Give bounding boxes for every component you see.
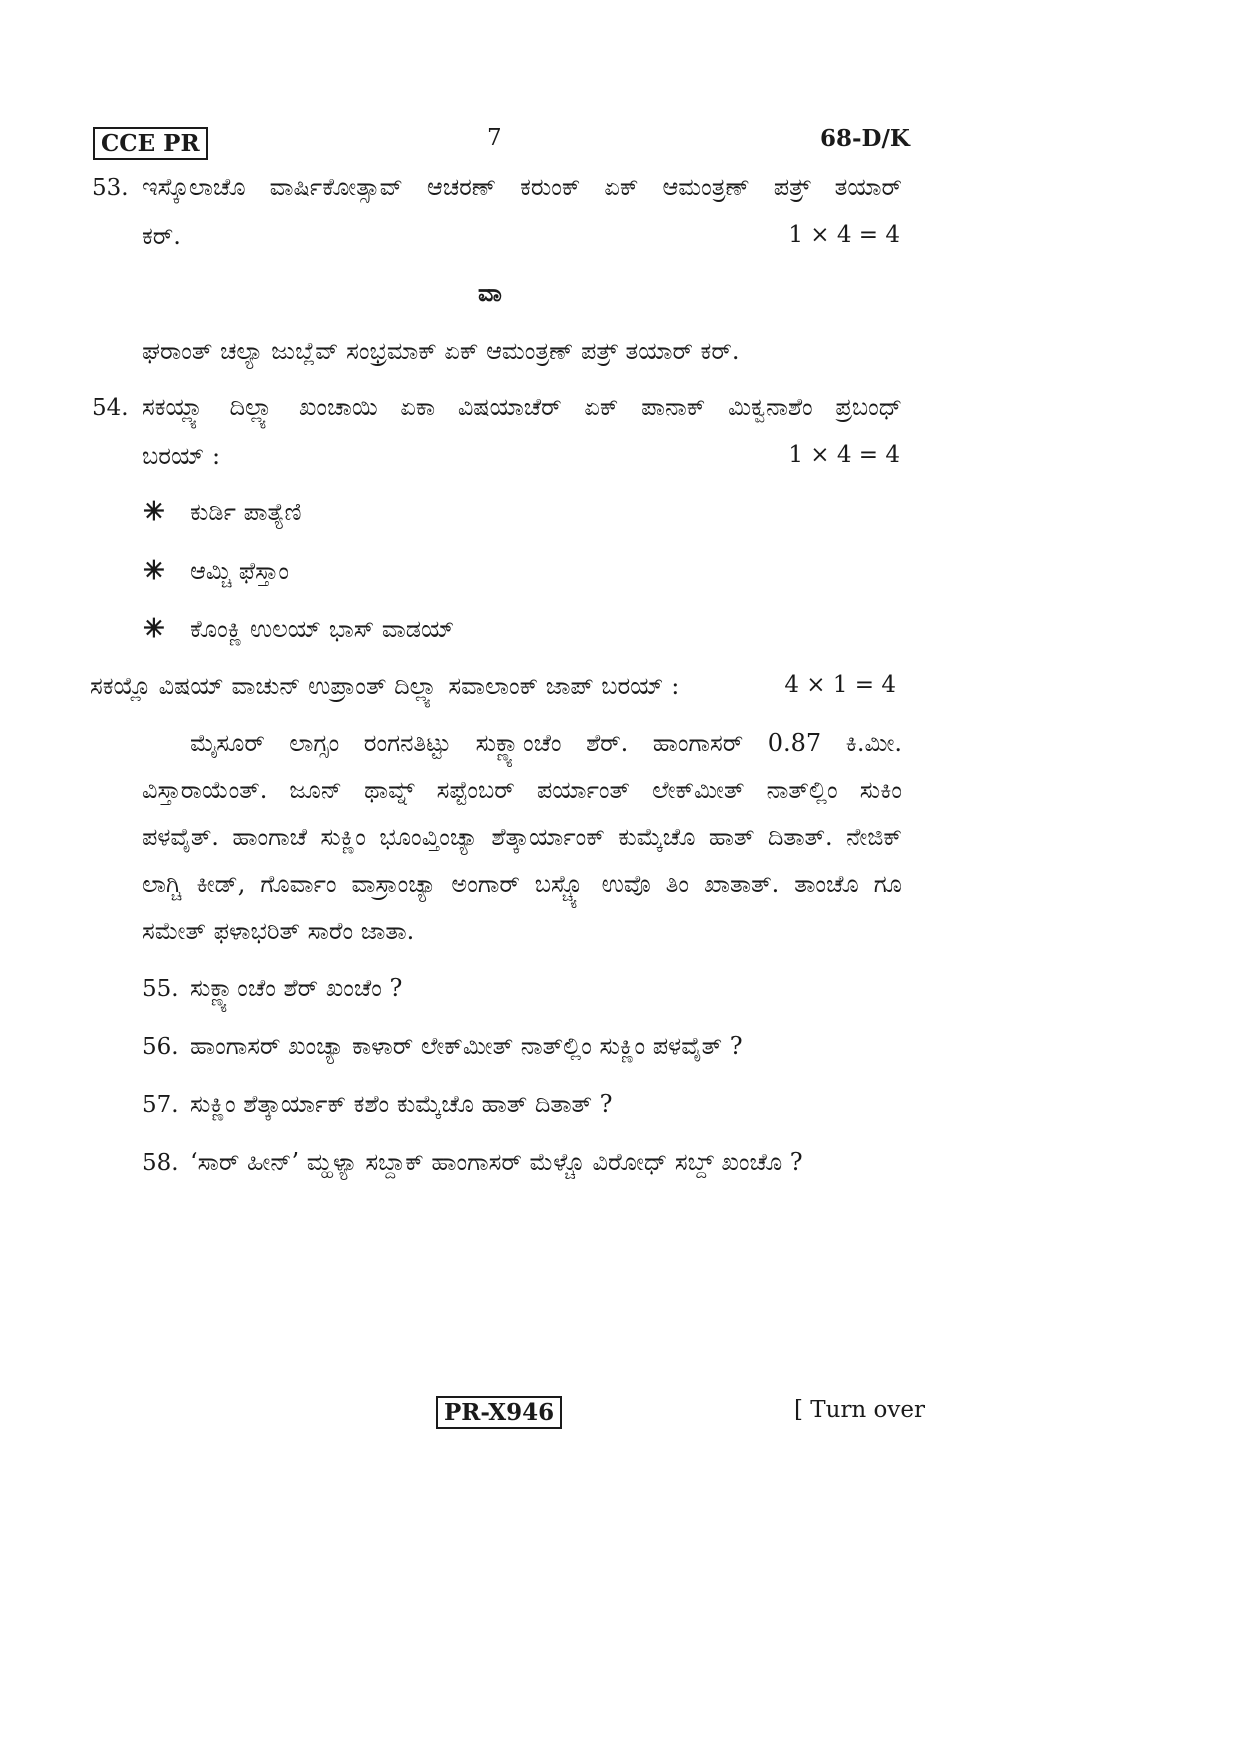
question-54-text: ಸಕಯ್ಲ್ಯಾ ದಿಲ್ಲ್ಯಾ ಖಂಚಾಯಿ ಏಕಾ ವಿಷಯಾಚೆರ್ ಏಕ್ ಪಾನಾಕ್ ಮಿಕ್ವನಾಶೆಂ ಪ್ರಬಂಧ್ bbox=[142, 393, 902, 421]
turn-over-label: [ Turn over bbox=[794, 1397, 926, 1423]
question-53-number: 53. bbox=[92, 175, 129, 201]
essay-option: ಕೊಂಕ್ಣಿ ಉಲಯ್ ಭಾಸ್ ವಾಡಯ್ bbox=[190, 615, 455, 643]
question-text: ‘ಸಾರ್ ಹೀನ್’ ಮ್ಹಳ್ಯಾ ಸಬ್ದಾಕ್ ಹಾಂಗಾಸರ್ ಮೆಳ್ಚೊ ವಿರೋಧ್ ಸಬ್ದ್ ಖಂಚೊ ? bbox=[190, 1148, 803, 1176]
page-number: 7 bbox=[487, 125, 502, 151]
subject-code-box: CCE PR bbox=[93, 127, 208, 160]
question-number: 56. bbox=[142, 1034, 179, 1060]
question-number: 58. bbox=[142, 1150, 179, 1176]
question-53-text: ಇಸ್ಕೊಲಾಚೊ ವಾರ್ಷಿಕೋತ್ಸಾವ್ ಆಚರಣ್ ಕರುಂಕ್ ಏಕ್ ಆಮಂತ್ರಣ್ ಪತ್ರ್ ತಯಾರ್ bbox=[142, 173, 902, 201]
passage-line: ಪಳವೈತ್. ಹಾಂಗಾಚೆ ಸುಕ್ಣಿಂ ಭೂಂವ್ತಿಂಚ್ಯಾ ಶೆತ್ಕಾರ್ಯಾಂಕ್ ಕುಮ್ಕೆಚೊ ಹಾತ್ ದಿತಾತ್. ನೇಜಿಕ್ bbox=[142, 823, 902, 851]
or-label: ವಾ bbox=[478, 278, 502, 307]
paper-id-box: PR-X946 bbox=[436, 1396, 562, 1429]
question-54-number: 54. bbox=[92, 395, 129, 421]
question-53-marks: 1 × 4 = 4 bbox=[788, 222, 900, 248]
passage-line: ಲಾಗ್ಚಿ ಕೀಡ್, ಗೊರ್ವಾಂ ವಾಸ್ರಾಂಚ್ಯಾ ಅಂಗಾರ್ ಬಸ್ಚ್ಯೊ ಉವೊ ತಿಂ ಖಾತಾತ್. ತಾಂಚೊ ಗೂ bbox=[142, 870, 902, 898]
passage-line: ಮೈಸೂರ್ ಲಾಗ್ಸಂ ರಂಗನತಿಟ್ಟು ಸುಕ್ಣ್ಯಾಂಚೆಂ ಶೆರ್. ಹಾಂಗಾಸರ್ 0.87 ಕಿ.ಮೀ. bbox=[190, 729, 902, 757]
bullet-icon: ✳ bbox=[143, 497, 165, 527]
question-53-alternative: ಘರಾಂತ್ ಚಲ್ಯಾ ಜುಬ್ಲೆವ್ ಸಂಭ್ರಮಾಕ್ ಏಕ್ ಆಮಂತ್ರಣ್ ಪತ್ರ್ ತಯಾರ್ ಕರ್. bbox=[142, 337, 740, 365]
essay-option: ಆಮ್ಚಿ ಫೆಸ್ತಾಂ bbox=[190, 557, 290, 585]
paper-code: 68-D/K bbox=[820, 125, 910, 152]
question-text: ಹಾಂಗಾಸರ್ ಖಂಚ್ಯಾ ಕಾಳಾರ್ ಲೇಕ್‌ಮೀತ್ ನಾತ್‌ಲ್ಲಿಂ ಸುಕ್ಣಿಂ ಪಳವೈತ್ ? bbox=[190, 1032, 743, 1060]
question-text: ಸುಕ್ಣಿಂ ಶೆತ್ಕಾರ್ಯಾಕ್ ಕಶೆಂ ಕುಮ್ಕೆಚೊ ಹಾತ್ ದಿತಾತ್ ? bbox=[190, 1090, 613, 1118]
passage-marks: 4 × 1 = 4 bbox=[784, 672, 896, 698]
bullet-icon: ✳ bbox=[143, 614, 165, 644]
bullet-icon: ✳ bbox=[143, 556, 165, 586]
passage-line: ಸಮೇತ್ ಫಳಾಭರಿತ್ ಸಾರೆಂ ಜಾತಾ. bbox=[142, 917, 415, 945]
question-54-text-cont: ಬರಯ್ : bbox=[142, 442, 221, 470]
question-number: 55. bbox=[142, 976, 179, 1002]
question-number: 57. bbox=[142, 1092, 179, 1118]
passage-instruction: ಸಕಯ್ಲೊ ವಿಷಯ್ ವಾಚುನ್ ಉಪ್ರಾಂತ್ ದಿಲ್ಲ್ಯಾ ಸವಾಲಾಂಕ್ ಜಾಪ್ ಬರಯ್ : bbox=[90, 672, 680, 700]
passage-line: ವಿಸ್ತಾರಾಯೆಂತ್. ಜೂನ್ ಥಾವ್ನ್ ಸಪ್ಟೆಂಬರ್ ಪರ್ಯಾಂತ್ ಲೇಕ್‌ಮೀತ್ ನಾತ್‌ಲ್ಲಿಂ ಸುಕಿಂ bbox=[142, 776, 902, 804]
question-53-text-cont: ಕರ್. bbox=[142, 222, 181, 250]
question-54-marks: 1 × 4 = 4 bbox=[788, 442, 900, 468]
essay-option: ಕುರ್ಡಿ ಪಾತ್ಯೆಣಿ bbox=[190, 498, 302, 526]
question-text: ಸುಕ್ಣ್ಯಾಂಚೆಂ ಶೆರ್ ಖಂಚೆಂ ? bbox=[190, 974, 403, 1002]
